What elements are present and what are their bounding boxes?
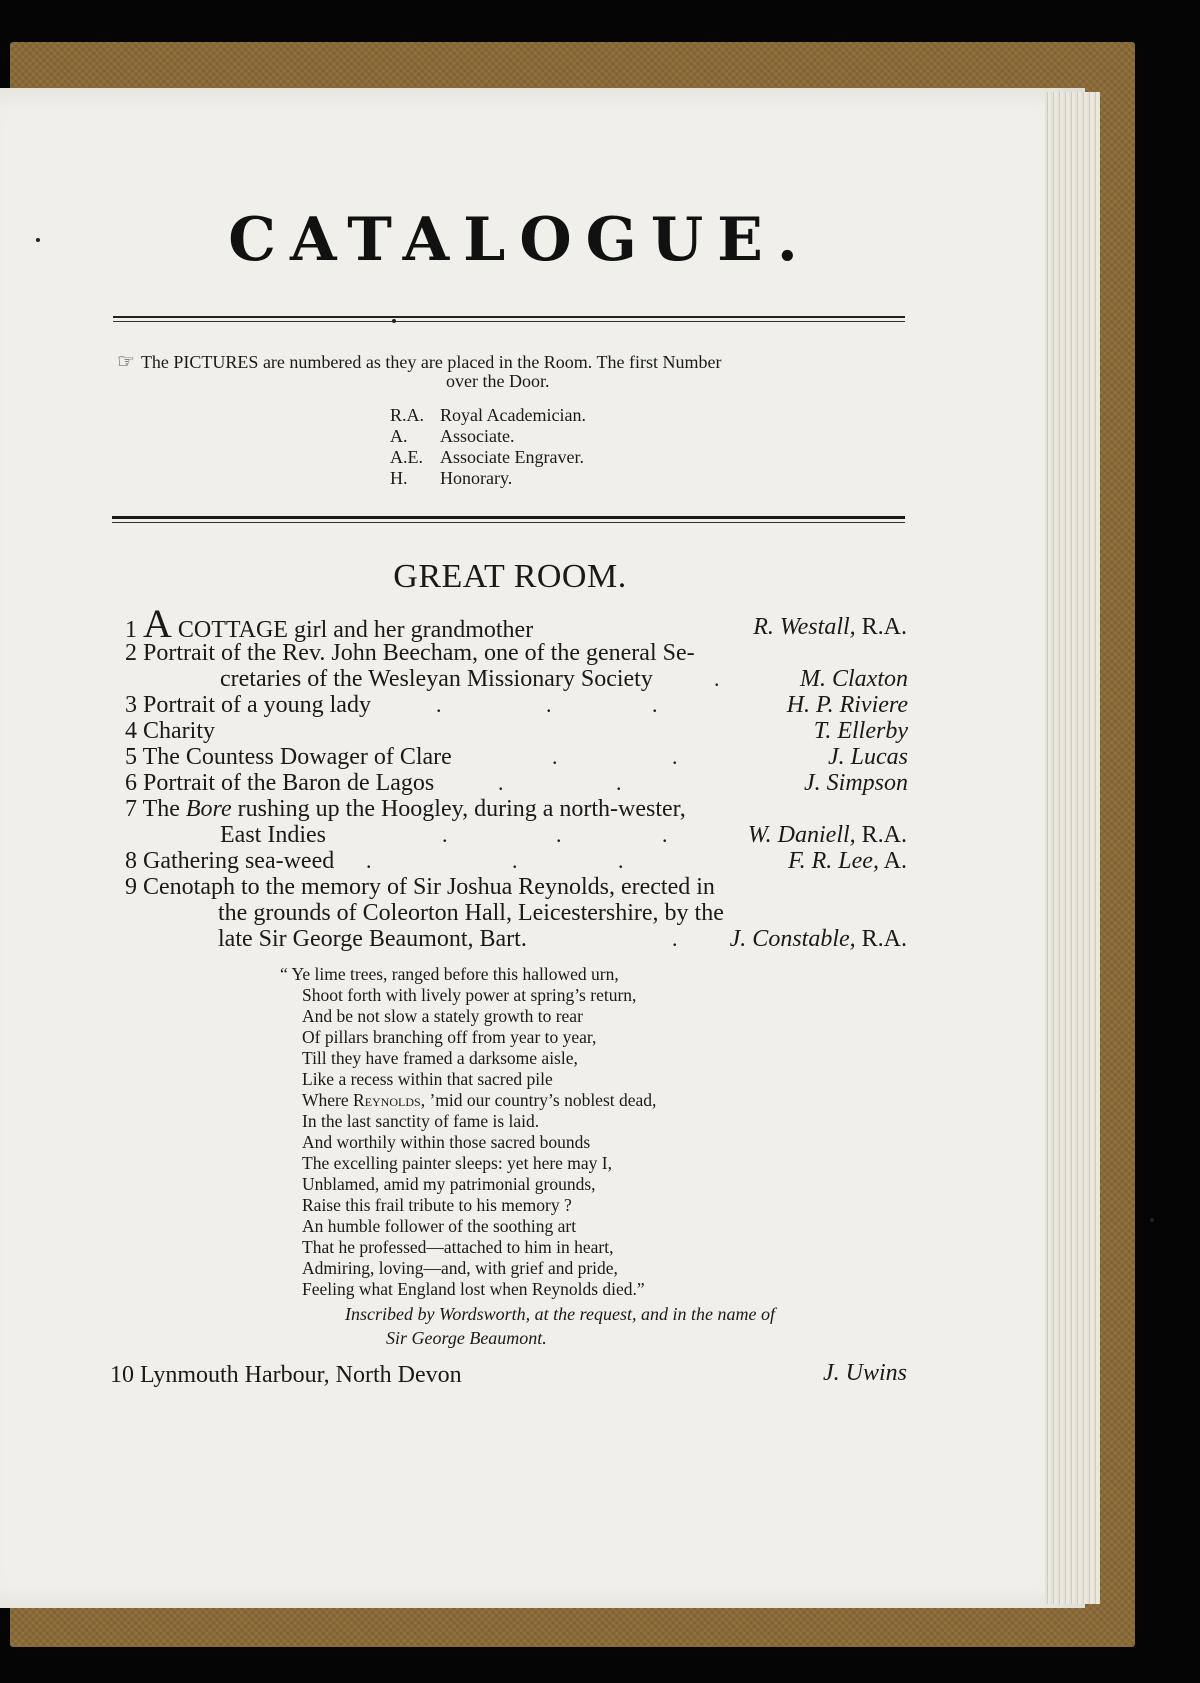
entry-4: 4 Charity <box>125 718 215 744</box>
entry-9-artist: J. Constable, R.A. <box>729 926 907 952</box>
poem-line: Admiring, loving—and, with grief and pride, <box>302 1258 618 1278</box>
poem-line: That he professed—attached to him in heart, <box>302 1237 614 1257</box>
poem-line: Feeling what England lost when Reynolds died.” <box>302 1279 645 1299</box>
poem-line: An humble follower of the soothing art <box>302 1216 577 1236</box>
abbreviation-row: A.E. Associate Engraver. <box>390 447 584 467</box>
entry-8: 8 Gathering sea-weed <box>125 848 335 874</box>
poem-line: Of pillars branching off from year to year, <box>302 1027 597 1047</box>
numbering-notice-continued: over the Door. <box>446 371 550 391</box>
poem-line: The excelling painter sleeps: yet here may I, <box>302 1153 613 1173</box>
poem-line: Unblamed, amid my patrimonial grounds, <box>302 1174 596 1194</box>
catalogue-title: CATALOGUE. <box>228 205 812 275</box>
poem-line: In the last sanctity of fame is laid. <box>302 1111 540 1131</box>
inscription-line: Inscribed by Wordsworth, at the request, and in the name of <box>345 1304 775 1324</box>
poem-line: Till they have framed a darksome aisle, <box>302 1048 578 1068</box>
abbreviation-row: R.A. Royal Academician. <box>390 405 586 425</box>
entry-6: 6 Portrait of the Baron de Lagos <box>125 770 435 796</box>
abbreviation-row: H. Honorary. <box>390 468 513 488</box>
entry-3-artist: H. P. Riviere <box>786 692 908 718</box>
entry-10-artist: J. Uwins <box>823 1360 907 1386</box>
abbreviation-row: A. Associate. <box>390 426 515 446</box>
divider-rule <box>112 516 905 519</box>
poem-line: “ Ye lime trees, ranged before this hallowed urn, <box>280 964 619 984</box>
entry-9: 9 Cenotaph to the memory of Sir Joshua Reynolds, erected in <box>125 874 715 900</box>
entry-2-continued: cretaries of the Wesleyan Missionary Society <box>220 666 653 692</box>
divider-rule <box>113 321 905 322</box>
entry-7-continued: East Indies <box>220 822 326 848</box>
entry-7: 7 The Bore rushing up the Hoogley, during a north-wester, <box>125 796 686 822</box>
entry-7-artist: W. Daniell, R.A. <box>747 822 907 848</box>
entry-9-continued: late Sir George Beaumont, Bart. <box>218 926 527 952</box>
entry-2-artist: M. Claxton <box>800 666 908 692</box>
entry-10: 10 Lynmouth Harbour, North Devon <box>110 1362 462 1388</box>
entry-5: 5 The Countess Dowager of Clare <box>125 744 452 770</box>
entry-1: 1 A COTTAGE girl and her grandmother <box>125 601 534 646</box>
divider-rule <box>113 316 905 318</box>
poem-line: Where Reynolds, ’mid our country’s noblest dead, <box>302 1090 657 1110</box>
catalogue-page-content: CATALOGUE. ☞ The PICTURES are numbered as they are placed in the Room. The first Number over the Door. R.A. Royal Academician. A. Associate. A.E. Associate Engraver. H. Honorary. GREAT ROOM. 1 A COTTAGE girl and her grandmother R. Westall, R.A. 2 Portrait of the Rev. John Beecham, one of the general Se- cretaries of the Wesleyan Missionary Society . M. Claxton 3 Portrait of a young lady . . . H. P. Riviere 4 Charity T. Ellerby 5 The Countess Dowager of Clare . . J. Lucas 6 Portrait of the Baron de Lagos . . J. Simpson 7 The Bore rushing up the Hoogley, during a north-wester, East Indies . . . W. Daniell, R.A. 8 Gathering sea-weed . . . F. R. Lee, A. 9 Cenotaph to the memory of Sir Joshua Reynolds, erected in the grounds of Coleorton Hall, Leicestershire, by the late Sir George Beaumont, Bart. . J. Constable, R.A. “ Ye lime trees, ranged before this hallowed urn, Shoot forth with lively power at spring’s return, And be not slow a stately growth to rear Of pillars branching off from year to year, Till they have framed a darksome aisle, Like a recess within that sacred pile Where Reynolds, ’mid our country’s noblest dead, In the last sanctity of fame is laid. And worthily within those sacred bounds The excelling painter sleeps: yet here may I, Unblamed, amid my patrimonial grounds, Raise this frail tribute to his memory ? An humble follower of the soothing art That he professed—attached to him in heart, Admiring, loving—and, with grief and pride, Feeling what England lost when Reynolds died.” Inscribed by Wordsworth, at the request, and in the name of Sir George Beaumont. 10 Lynmouth Harbour, North Devon J. Uwins <box>0 0 1200 1683</box>
numbering-notice: ☞ The PICTURES are numbered as they are placed in the Room. The first Number <box>117 351 722 373</box>
entry-8-artist: F. R. Lee, A. <box>788 848 907 874</box>
section-title: GREAT ROOM. <box>393 558 627 595</box>
divider-ornament <box>392 319 396 323</box>
entry-5-artist: J. Lucas <box>828 744 908 770</box>
entry-9-continued: the grounds of Coleorton Hall, Leicestershire, by the <box>218 900 724 926</box>
poem-line: And be not slow a stately growth to rear <box>302 1006 583 1026</box>
poem-line: Shoot forth with lively power at spring’s return, <box>302 985 637 1005</box>
entry-4-artist: T. Ellerby <box>813 718 908 744</box>
poem-line: Like a recess within that sacred pile <box>302 1069 553 1089</box>
entry-2: 2 Portrait of the Rev. John Beecham, one of the general Se- <box>125 640 695 666</box>
inscription-line: Sir George Beaumont. <box>386 1328 547 1348</box>
poem-line: Raise this frail tribute to his memory ? <box>302 1195 572 1215</box>
entry-6-artist: J. Simpson <box>804 770 908 796</box>
entry-1-artist: R. Westall, R.A. <box>753 614 907 640</box>
divider-rule <box>112 522 905 523</box>
entry-3: 3 Portrait of a young lady <box>125 692 371 718</box>
pointing-hand-icon: ☞ <box>117 351 135 373</box>
poem-line: And worthily within those sacred bounds <box>302 1132 591 1152</box>
